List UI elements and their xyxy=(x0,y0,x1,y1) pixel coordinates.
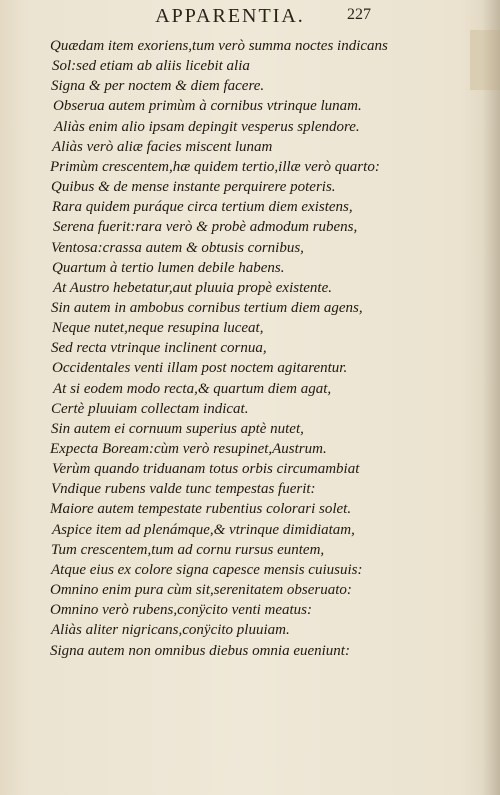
verse-line: Tum crescentem,tum ad cornu rursus euntem, xyxy=(51,541,325,558)
verse-line: Omnino verò rubens,conÿcito venti meatus: xyxy=(50,602,313,619)
verse-line: Certè pluuiam collectam indicat. xyxy=(51,400,249,417)
verse-line: Expecta Boream:cùm verò resupinet,Austrum. xyxy=(50,441,327,457)
verse-line: Sol:sed etiam ab aliis licebit alia xyxy=(52,58,250,75)
verse-line: Aspice item ad plenámque,& vtrinque dimidiatam, xyxy=(52,521,355,538)
verse-line: Sed recta vtrinque inclinent cornua, xyxy=(51,340,267,357)
verse-line: Obserua autem primùm à cornibus vtrinque lunam. xyxy=(53,98,362,115)
verse-line: Quædam item exoriens,tum verò summa noctes indicans xyxy=(50,38,388,54)
page-number: 227 xyxy=(347,6,371,23)
verse-line: Occidentales venti illam post noctem agitarentur. xyxy=(52,360,348,377)
verse-line: Ventosa:crassa autem & obtusis cornibus, xyxy=(51,239,304,256)
verse-line: Aliàs aliter nigricans,conÿcito pluuiam. xyxy=(51,622,290,639)
verse-line: Signa autem non omnibus diebus omnia eueniunt: xyxy=(50,642,350,659)
verse-line: Vndique rubens valde tunc tempestas fuerit: xyxy=(51,481,316,498)
verse-line: Aliàs enim alio ipsam depingit vesperus splendore. xyxy=(54,118,360,135)
verse-line: Primùm crescentem,hæ quidem tertio,illæ verò quarto: xyxy=(50,158,380,175)
verse-line: At si eodem modo recta,& quartum diem agat, xyxy=(53,380,332,397)
verse-line: Signa & per noctem & diem facere. xyxy=(51,78,265,95)
verse-line: Omnino enim pura cùm sit,serenitatem obseruato: xyxy=(50,582,352,599)
verse-line: Sin autem ei cornuum superius aptè nutet, xyxy=(51,420,304,437)
verse-line: Sin autem in ambobus cornibus tertium diem agens, xyxy=(51,299,363,316)
verse-line: Rara quidem puráque circa tertium diem existens, xyxy=(52,199,353,216)
verse-line: Quibus & de mense instante perquirere poteris. xyxy=(51,179,336,196)
verse-line: At Austro hebetatur,aut pluuia propè existente. xyxy=(53,279,332,296)
page-edge-shadow xyxy=(482,0,500,795)
verse-line: Atque eius ex colore signa capesce mensis cuiusuis: xyxy=(51,561,363,578)
verse-line: Verùm quando triduanam totus orbis circumambiat xyxy=(52,461,360,478)
verse-line: Aliàs verò aliæ facies miscent lunam xyxy=(52,138,273,155)
verse-line: Neque nutet,neque resupina luceat, xyxy=(52,320,264,337)
verse-line: Maiore autem tempestate rubentius colorari solet. xyxy=(50,501,352,518)
running-head: APPARENTIA. xyxy=(155,5,305,27)
verse-line: Serena fuerit:rara verò & probè admodum rubens, xyxy=(53,219,358,236)
verse-line: Quartum à tertio lumen debile habens. xyxy=(52,259,285,276)
